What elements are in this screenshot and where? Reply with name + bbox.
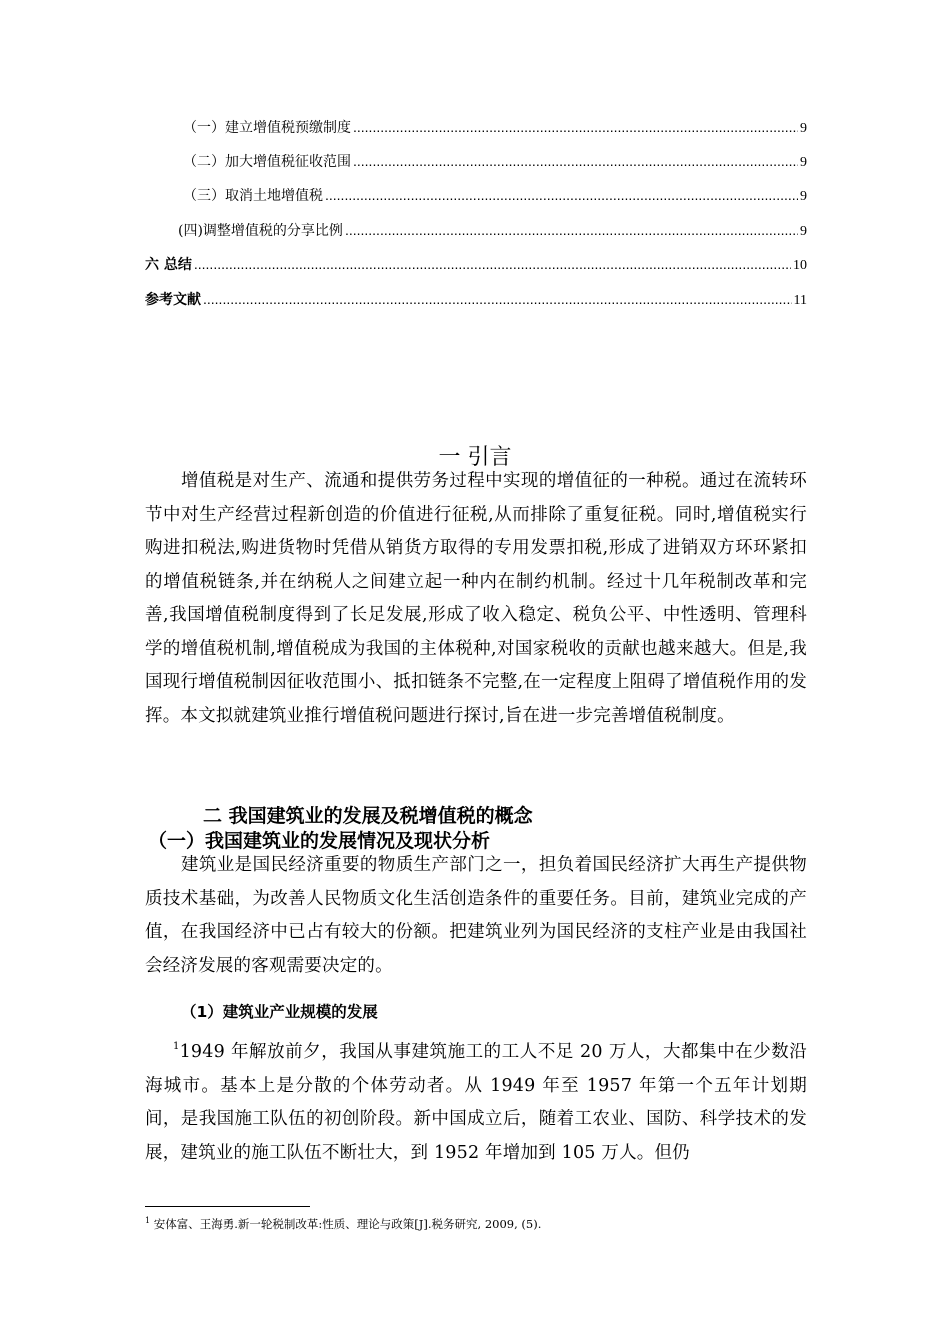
- toc-entry-page: 9: [800, 121, 807, 136]
- toc-entry-label: 参考文献: [145, 292, 201, 308]
- development-paragraph: 建筑业是国民经济重要的物质生产部门之一，担负着国民经济扩大再生产提供物质技术基础，为改善人民物质文化生活创造条件的重要任务。目前，建筑业完成的产值，在我国经济中已占有较大的份额。把建筑业列为国民经济的支柱产业是由我国社会经济发展的客观需要决定的。: [145, 855, 807, 976]
- toc-leader-dots: [345, 220, 798, 240]
- toc-entry-label: 六 总结: [145, 257, 192, 273]
- toc-entry[interactable]: [178, 220, 807, 242]
- section-heading-introduction: 一 引言: [438, 445, 512, 470]
- toc-entry-label: (四)调整增值税的分享比例: [178, 223, 343, 239]
- toc-entry-label: （三）取消土地增值税: [183, 188, 323, 204]
- toc-entry-page: 9: [800, 189, 807, 204]
- footnote-separator: [145, 1206, 310, 1207]
- toc-entry[interactable]: [183, 151, 807, 173]
- toc-entry-label: （一）建立增值税预缴制度: [183, 120, 351, 136]
- scale-paragraph: [145, 1030, 807, 1170]
- toc-leader-dots: [203, 289, 792, 309]
- toc-entry[interactable]: [145, 289, 807, 311]
- footnote: [145, 1212, 541, 1233]
- toc-entry[interactable]: [183, 185, 807, 207]
- toc-entry-page: 9: [800, 155, 807, 170]
- footnote-reference[interactable]: 1: [173, 1041, 180, 1052]
- toc-leader-dots: [194, 254, 791, 274]
- toc-entry-label: （二）加大增值税征收范围: [183, 154, 351, 170]
- subsection-heading-development: （一）我国建筑业的发展情况及现状分析: [148, 830, 491, 852]
- scale-paragraph-text: 1949 年解放前夕，我国从事建筑施工的工人不足 20 万人，大都集中在少数沿海城市。基本上是分散的个体劳动者。从 1949 年至 1957 年第一个五年计划期间，是我国施工队伍的初创阶段。新中国成立后，随着工农业、国防、科学技术的发展，建筑业的施工队伍不断壮大，到 1952 年增加到 105 万人。但仍: [145, 1042, 807, 1163]
- toc-leader-dots: [325, 185, 798, 205]
- toc-entry[interactable]: [145, 254, 807, 276]
- toc-leader-dots: [353, 117, 798, 137]
- subsubsection-heading-scale: （1）建筑业产业规模的发展: [181, 1003, 378, 1021]
- section-heading-construction: 二 我国建筑业的发展及税增值税的概念: [203, 805, 533, 827]
- toc-entry-page: 10: [793, 258, 807, 273]
- toc-entry-page: 11: [793, 293, 807, 308]
- footnote-marker: 1: [145, 1216, 151, 1225]
- introduction-paragraph: 增值税是对生产、流通和提供劳务过程中实现的增值征的一种税。通过在流转环节中对生产经营过程新创造的价值进行征税,从而排除了重复征税。同时,增值税实行购进扣税法,购进货物时凭借从销货方取得的专用发票扣税,形成了进销双方环环紧扣的增值税链条,并在纳税人之间建立起一种内在制约机制。经过十几年税制改革和完善,我国增值税制度得到了长足发展,形成了收入稳定、税负公平、中性透明、管理科学的增值税机制,增值税成为我国的主体税种,对国家税收的贡献也越来越大。但是,我国现行增值税制因征收范围小、抵扣链条不完整,在一定程度上阻碍了增值税作用的发挥。本文拟就建筑业推行增值税问题进行探讨,旨在进一步完善增值税制度。: [145, 471, 807, 726]
- toc-leader-dots: [353, 151, 798, 171]
- footnote-text: 安体富、王海勇.新一轮税制改革:性质、理论与政策[J].税务研究, 2009, (5).: [150, 1217, 542, 1231]
- toc-entry-page: 9: [800, 224, 807, 239]
- toc-entry[interactable]: [183, 117, 807, 139]
